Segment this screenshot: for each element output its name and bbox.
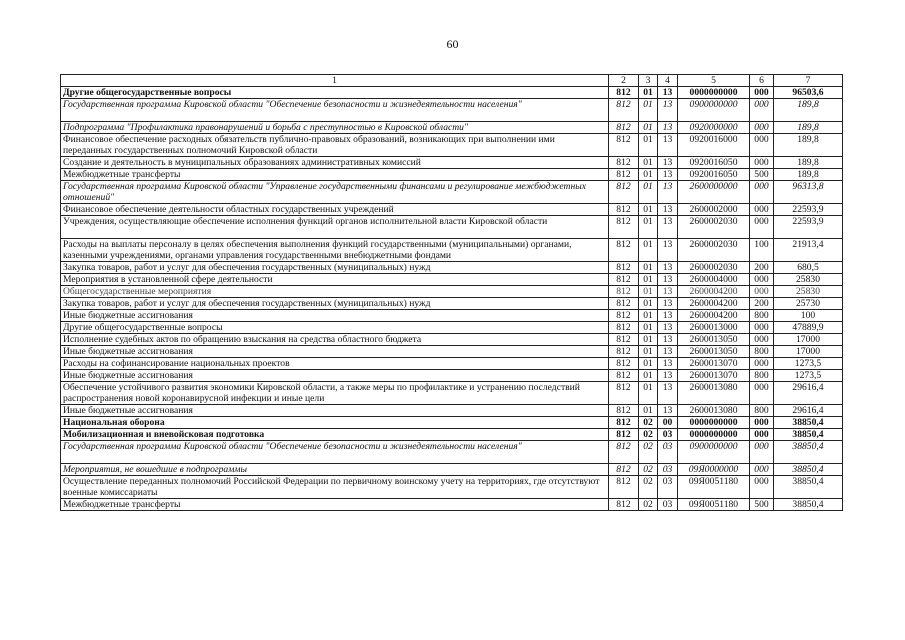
row-name: Закупка товаров, работ и услуг для обеспечения государственных (муниципальных) нужд: [61, 298, 609, 310]
row-name: Финансовое обеспечение деятельности областных государственных учреждений: [61, 204, 609, 216]
row-code-6: 000: [750, 476, 774, 499]
row-code-2: 812: [609, 157, 639, 169]
row-code-5: 0000000000: [678, 87, 750, 99]
row-amount: 1273,5: [774, 370, 843, 382]
row-code-5: 2600004200: [678, 298, 750, 310]
table-row: [61, 346, 843, 358]
row-amount: 22593,9: [774, 204, 843, 216]
row-code-3: 01: [639, 181, 658, 204]
row-code-3: 01: [639, 298, 658, 310]
row-amount: 38850,4: [774, 476, 843, 499]
row-amount: 22593,9: [774, 216, 843, 239]
row-code-5: 09Я0000000: [678, 464, 750, 476]
row-code-2: 812: [609, 429, 639, 441]
row-code-5: 2600013000: [678, 322, 750, 334]
table-row: [61, 358, 843, 370]
row-name: Закупка товаров, работ и услуг для обеспечения государственных (муниципальных) нужд: [61, 262, 609, 274]
row-code-4: 13: [658, 298, 678, 310]
row-code-4: 13: [658, 122, 678, 134]
row-code-4: 13: [658, 239, 678, 262]
row-code-2: 812: [609, 286, 639, 298]
row-amount: 47889,9: [774, 322, 843, 334]
row-code-3: 02: [639, 441, 658, 464]
row-code-5: 2600013080: [678, 405, 750, 417]
row-amount: 25830: [774, 286, 843, 298]
row-name: Государственная программа Кировской области "Управление государственными финансами и регулирование межбюджетных отношений": [61, 181, 609, 204]
row-code-6: 000: [750, 358, 774, 370]
row-code-4: 03: [658, 429, 678, 441]
row-amount: 1273,5: [774, 358, 843, 370]
row-code-6: 000: [750, 286, 774, 298]
table-row: [61, 464, 843, 476]
row-code-3: 01: [639, 87, 658, 99]
row-code-5: 2600002030: [678, 262, 750, 274]
table-row: [61, 286, 843, 298]
row-code-4: 13: [658, 346, 678, 358]
table-row: [61, 334, 843, 346]
row-code-2: 812: [609, 169, 639, 181]
row-code-3: 02: [639, 499, 658, 511]
row-code-6: 000: [750, 99, 774, 122]
row-code-2: 812: [609, 216, 639, 239]
row-amount: 38850,4: [774, 499, 843, 511]
row-code-2: 812: [609, 417, 639, 429]
row-name: Межбюджетные трансферты: [61, 169, 609, 181]
table-row: [61, 476, 843, 499]
row-name: Другие общегосударственные вопросы: [61, 87, 609, 99]
row-code-4: 13: [658, 382, 678, 405]
row-code-5: 2600002000: [678, 204, 750, 216]
table-row: [61, 262, 843, 274]
row-name: Учреждения, осуществляющие обеспечение исполнения функций органов исполнительной власти Кировской области: [61, 216, 609, 239]
row-name: Исполнение судебных актов по обращению взыскания на средства областного бюджета: [61, 334, 609, 346]
row-name: Государственная программа Кировской области "Обеспечение безопасности и жизнедеятельности населения": [61, 441, 609, 464]
row-code-3: 01: [639, 204, 658, 216]
row-code-6: 200: [750, 298, 774, 310]
row-code-3: 01: [639, 274, 658, 286]
row-code-4: 13: [658, 310, 678, 322]
row-name: Иные бюджетные ассигнования: [61, 310, 609, 322]
row-amount: 189,8: [774, 99, 843, 122]
row-code-4: 03: [658, 441, 678, 464]
row-code-2: 812: [609, 262, 639, 274]
row-code-6: 800: [750, 370, 774, 382]
column-header: 7: [774, 75, 843, 87]
row-code-6: 000: [750, 274, 774, 286]
page-number: 60: [446, 37, 459, 51]
row-code-4: 13: [658, 334, 678, 346]
row-code-5: 0920016050: [678, 157, 750, 169]
column-header: 6: [750, 75, 774, 87]
row-amount: 21913,4: [774, 239, 843, 262]
row-code-6: 200: [750, 262, 774, 274]
row-name: Общегосударственные мероприятия: [61, 286, 609, 298]
row-code-3: 02: [639, 464, 658, 476]
row-amount: 189,8: [774, 169, 843, 181]
row-code-4: 13: [658, 322, 678, 334]
row-code-3: 01: [639, 405, 658, 417]
row-name: Финансовое обеспечение расходных обязательств публично-правовых образований, возникающих при выполнении ими переданных государственных полномочий Кировской области: [61, 134, 609, 157]
table-row: [61, 122, 843, 134]
row-name: Осуществление переданных полномочий Российской Федерации по первичному воинскому учету на территориях, где отсутствуют военные комиссариаты: [61, 476, 609, 499]
row-amount: 38850,4: [774, 417, 843, 429]
row-code-6: 000: [750, 87, 774, 99]
column-header: 4: [658, 75, 678, 87]
row-code-3: 01: [639, 122, 658, 134]
row-code-4: 03: [658, 499, 678, 511]
table-row: [61, 499, 843, 511]
row-code-4: 13: [658, 169, 678, 181]
row-amount: 96313,8: [774, 181, 843, 204]
column-header: 5: [678, 75, 750, 87]
row-code-4: 13: [658, 87, 678, 99]
row-code-2: 812: [609, 358, 639, 370]
row-code-5: 0900000000: [678, 441, 750, 464]
row-code-5: 2600013070: [678, 370, 750, 382]
row-name: Подпрограмма "Профилактика правонарушений и борьба с преступностью в Кировской области": [61, 122, 609, 134]
table-row: [61, 216, 843, 239]
row-code-2: 812: [609, 181, 639, 204]
row-code-6: 500: [750, 499, 774, 511]
row-name: Другие общегосударственные вопросы: [61, 322, 609, 334]
row-amount: 38850,4: [774, 429, 843, 441]
row-code-5: 0920016050: [678, 169, 750, 181]
row-code-5: 0920000000: [678, 122, 750, 134]
row-code-3: 01: [639, 370, 658, 382]
table-row: [61, 239, 843, 262]
table-row: [61, 429, 843, 441]
row-code-4: 13: [658, 286, 678, 298]
row-code-5: 09Я0051180: [678, 499, 750, 511]
row-code-2: 812: [609, 274, 639, 286]
table-row: [61, 298, 843, 310]
row-amount: 189,8: [774, 157, 843, 169]
table-row: [61, 310, 843, 322]
column-header: 1: [61, 75, 609, 87]
row-code-2: 812: [609, 370, 639, 382]
row-code-6: 800: [750, 310, 774, 322]
row-amount: 680,5: [774, 262, 843, 274]
row-code-5: 2600000000: [678, 181, 750, 204]
row-code-6: 000: [750, 464, 774, 476]
row-name: Обеспечение устойчивого развития экономики Кировской области, а также меры по профилактике и устранению последствий распространения новой коронавирусной инфекции и иные цели: [61, 382, 609, 405]
row-amount: 96503,6: [774, 87, 843, 99]
row-code-4: 13: [658, 358, 678, 370]
table-row: [61, 169, 843, 181]
row-code-5: 2600013050: [678, 334, 750, 346]
table-row: [61, 417, 843, 429]
table-row: [61, 382, 843, 405]
row-code-2: 812: [609, 334, 639, 346]
row-code-2: 812: [609, 322, 639, 334]
row-code-5: 0920016000: [678, 134, 750, 157]
row-code-6: 000: [750, 181, 774, 204]
row-code-3: 01: [639, 334, 658, 346]
row-name: Иные бюджетные ассигнования: [61, 346, 609, 358]
row-amount: 17000: [774, 346, 843, 358]
table-row: [61, 370, 843, 382]
row-name: Государственная программа Кировской области "Обеспечение безопасности и жизнедеятельности населения": [61, 99, 609, 122]
table-row: [61, 87, 843, 99]
column-header: 2: [609, 75, 639, 87]
row-code-2: 812: [609, 382, 639, 405]
row-code-6: 500: [750, 169, 774, 181]
row-code-4: 03: [658, 464, 678, 476]
row-code-3: 02: [639, 429, 658, 441]
row-code-5: 2600013070: [678, 358, 750, 370]
table-row: [61, 181, 843, 204]
row-code-3: 01: [639, 262, 658, 274]
row-amount: 17000: [774, 334, 843, 346]
row-name: Мероприятия в установленной сфере деятельности: [61, 274, 609, 286]
row-code-2: 812: [609, 310, 639, 322]
row-code-4: 13: [658, 216, 678, 239]
table-row: [61, 157, 843, 169]
row-code-5: 2600002030: [678, 239, 750, 262]
row-code-6: 000: [750, 382, 774, 405]
row-code-4: 13: [658, 262, 678, 274]
row-amount: 38850,4: [774, 464, 843, 476]
row-code-3: 01: [639, 322, 658, 334]
row-code-5: 2600004200: [678, 310, 750, 322]
row-amount: 25730: [774, 298, 843, 310]
row-code-6: 000: [750, 417, 774, 429]
row-code-6: 000: [750, 441, 774, 464]
row-code-6: 100: [750, 239, 774, 262]
row-code-4: 13: [658, 181, 678, 204]
row-code-2: 812: [609, 99, 639, 122]
row-code-2: 812: [609, 476, 639, 499]
row-code-4: 13: [658, 370, 678, 382]
row-code-2: 812: [609, 405, 639, 417]
row-code-6: 800: [750, 346, 774, 358]
row-code-3: 01: [639, 134, 658, 157]
row-code-2: 812: [609, 239, 639, 262]
row-code-6: 000: [750, 134, 774, 157]
row-name: Национальная оборона: [61, 417, 609, 429]
row-amount: 29616,4: [774, 405, 843, 417]
row-code-3: 01: [639, 239, 658, 262]
row-code-3: 01: [639, 346, 658, 358]
row-name: Межбюджетные трансферты: [61, 499, 609, 511]
row-code-5: 0900000000: [678, 99, 750, 122]
row-code-6: 000: [750, 322, 774, 334]
row-code-2: 812: [609, 204, 639, 216]
row-code-3: 02: [639, 476, 658, 499]
table-row: [61, 134, 843, 157]
row-code-3: 01: [639, 157, 658, 169]
row-amount: 100: [774, 310, 843, 322]
row-code-5: 2600013050: [678, 346, 750, 358]
row-code-2: 812: [609, 499, 639, 511]
row-amount: 189,8: [774, 134, 843, 157]
row-code-3: 01: [639, 286, 658, 298]
row-code-3: 01: [639, 382, 658, 405]
row-code-3: 01: [639, 310, 658, 322]
row-code-5: 09Я0051180: [678, 476, 750, 499]
row-name: Иные бюджетные ассигнования: [61, 370, 609, 382]
table-row: [61, 204, 843, 216]
row-amount: 29616,4: [774, 382, 843, 405]
row-code-3: 01: [639, 216, 658, 239]
row-code-5: 2600013080: [678, 382, 750, 405]
row-name: Мероприятия, не вошедшие в подпрограммы: [61, 464, 609, 476]
row-code-3: 01: [639, 99, 658, 122]
row-name: Создание и деятельность в муниципальных образованиях административных комиссий: [61, 157, 609, 169]
row-name: Иные бюджетные ассигнования: [61, 405, 609, 417]
row-code-3: 01: [639, 169, 658, 181]
row-code-6: 000: [750, 204, 774, 216]
row-amount: 25830: [774, 274, 843, 286]
table-row: [61, 405, 843, 417]
row-name: Мобилизационная и вневойсковая подготовка: [61, 429, 609, 441]
row-code-6: 800: [750, 405, 774, 417]
row-name: Расходы на выплаты персоналу в целях обеспечения выполнения функций государственными (муниципальными) органами, казенными учреждениями, органами управления государственными внебюджетными фондами: [61, 239, 609, 262]
row-code-3: 02: [639, 417, 658, 429]
row-code-6: 000: [750, 157, 774, 169]
row-code-4: 13: [658, 99, 678, 122]
row-amount: 38850,4: [774, 441, 843, 464]
row-code-4: 00: [658, 417, 678, 429]
row-code-2: 812: [609, 346, 639, 358]
row-code-6: 000: [750, 122, 774, 134]
row-code-2: 812: [609, 87, 639, 99]
row-code-6: 000: [750, 429, 774, 441]
row-code-5: 2600004200: [678, 286, 750, 298]
row-code-5: 0000000000: [678, 417, 750, 429]
row-code-4: 13: [658, 134, 678, 157]
table-header-row: [61, 75, 843, 87]
row-code-6: 000: [750, 216, 774, 239]
table-row: [61, 274, 843, 286]
column-header: 3: [639, 75, 658, 87]
row-code-2: 812: [609, 122, 639, 134]
row-code-2: 812: [609, 464, 639, 476]
row-code-5: 2600002030: [678, 216, 750, 239]
table-row: [61, 441, 843, 464]
row-code-3: 01: [639, 358, 658, 370]
table-row: [61, 99, 843, 122]
budget-table: [60, 74, 843, 511]
row-code-4: 13: [658, 204, 678, 216]
row-code-5: 2600004000: [678, 274, 750, 286]
row-code-4: 13: [658, 157, 678, 169]
table-row: [61, 322, 843, 334]
row-code-5: 0000000000: [678, 429, 750, 441]
row-code-2: 812: [609, 298, 639, 310]
row-name: Расходы на софинансирование национальных проектов: [61, 358, 609, 370]
row-code-6: 000: [750, 334, 774, 346]
row-code-4: 13: [658, 274, 678, 286]
row-amount: 189,8: [774, 122, 843, 134]
row-code-2: 812: [609, 134, 639, 157]
row-code-4: 03: [658, 476, 678, 499]
row-code-2: 812: [609, 441, 639, 464]
row-code-4: 13: [658, 405, 678, 417]
